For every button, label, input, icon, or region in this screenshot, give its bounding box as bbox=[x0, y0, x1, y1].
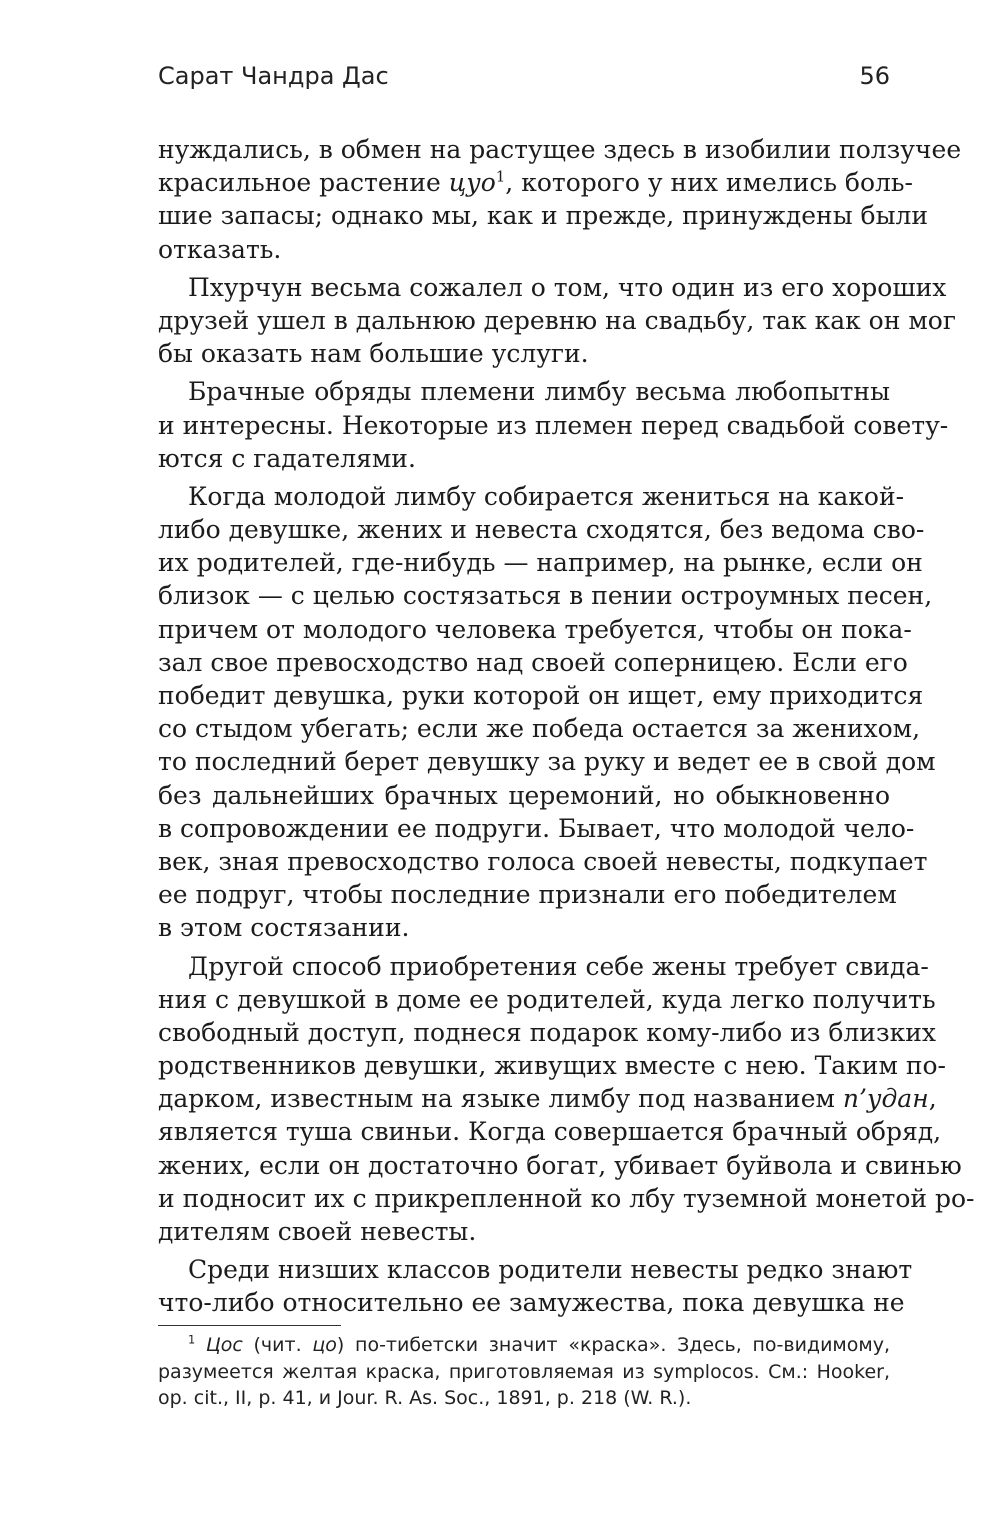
paragraph bbox=[158, 375, 949, 475]
text-line: либо девушке, жених и невеста сходятся, без ведома сво- bbox=[158, 515, 925, 545]
text-line: со стыдом убегать; если же победа остается за женихом, bbox=[158, 714, 921, 744]
text-line: Брачные обряды племени лимбу весьма любопытны bbox=[188, 377, 890, 407]
paragraph bbox=[158, 950, 975, 1249]
text-line: друзей ушел в дальнюю деревню на свадьбу, так как он мог bbox=[158, 305, 956, 335]
text-line: жених, если он достаточно богат, убивает буйвола и свинью bbox=[158, 1150, 962, 1180]
text-line: дарком, известным на языке лимбу под названием п’удан, bbox=[158, 1084, 937, 1114]
text-line: Пхурчун весьма сожалел о том, что один из его хороших bbox=[188, 272, 947, 302]
footnote-marker: 1 bbox=[495, 167, 506, 186]
text-line: бы оказать нам большие услуги. bbox=[158, 339, 589, 369]
text-line: в этом состязании. bbox=[158, 913, 410, 943]
text-line: Среди низших классов родители невесты редко знают bbox=[188, 1255, 913, 1285]
paragraph bbox=[158, 480, 936, 945]
footnote-line: $^1$ Цос (чит. цо) по-тибетски значит «краска». Здесь, по-видимому, bbox=[188, 1332, 890, 1356]
main-text bbox=[158, 133, 975, 1320]
text-line: причем от молодого человека требуется, чтобы он пока- bbox=[158, 614, 912, 644]
page-number: 56 bbox=[859, 62, 890, 90]
text-line: и подносит их с прикрепленной ко лбу туземной монетой ро- bbox=[158, 1183, 975, 1213]
footnote-divider bbox=[158, 1325, 341, 1326]
text-line: то последний берет девушку за руку и ведет ее в свой дом bbox=[158, 747, 936, 777]
text-line: в сопровождении ее подруги. Бывает, что молодой чело- bbox=[158, 813, 915, 843]
paragraph bbox=[158, 133, 962, 266]
footnote-line: разумеется желтая краска, приготовляемая из symplocos. См.: Hooker, bbox=[158, 1360, 890, 1383]
text-line: ее подруг, чтобы последние признали его победителем bbox=[158, 880, 897, 910]
text-line: и интересны. Некоторые из племен перед свадьбой совету- bbox=[158, 410, 949, 440]
text-line: родственников девушки, живущих вместе с нею. Таким по- bbox=[158, 1051, 947, 1081]
paragraph bbox=[158, 271, 956, 371]
text-line: является туша свиньи. Когда совершается брачный обряд, bbox=[158, 1117, 942, 1147]
text-line: нуждались, в обмен на растущее здесь в изобилии ползучее bbox=[158, 135, 962, 164]
text-line: Когда молодой лимбу собирается жениться на какой- bbox=[188, 481, 905, 511]
text-line: ются с гадателями. bbox=[158, 443, 416, 473]
text-line: отказать. bbox=[158, 234, 282, 264]
text-line: свободный доступ, поднеся подарок кому-либо из близких bbox=[158, 1017, 936, 1047]
text-line: близок — с целью состязаться в пении остроумных песен, bbox=[158, 581, 933, 611]
text-line: их родителей, где-нибудь — например, на рынке, если он bbox=[158, 548, 923, 578]
running-title: Сарат Чандра Дас bbox=[158, 62, 389, 90]
paragraph bbox=[158, 1253, 913, 1319]
running-header bbox=[158, 62, 890, 90]
text-line: дителям своей невесты. bbox=[158, 1217, 477, 1246]
footnote-line: op. cit., II, p. 41, и Jour. R. As. Soc., 1891, p. 218 (W. R.). bbox=[158, 1387, 692, 1409]
text-line: победит девушка, руки которой он ищет, ему приходится bbox=[158, 681, 924, 710]
text-line: без дальнейших брачных церемоний, но обыкновенно bbox=[158, 780, 890, 810]
footnote-marker: 1 bbox=[188, 1332, 196, 1347]
text-line: ния с девушкой в доме ее родителей, куда легко получить bbox=[158, 984, 936, 1014]
text-line: шие запасы; однако мы, как и прежде, принуждены были bbox=[158, 201, 929, 231]
text-line: Другой способ приобретения себе жены требует свида- bbox=[188, 951, 929, 981]
text-line: век, зная превосходство голоса своей невесты, подкупает bbox=[158, 846, 928, 876]
text-line: зал свое превосходство над своей соперницею. Если его bbox=[158, 647, 908, 677]
text-line: что-либо относительно ее замужества, пока девушка не bbox=[158, 1288, 905, 1318]
footnote bbox=[158, 1332, 890, 1412]
text-line: красильное растение цуо$^1$, которого у них имелись боль- bbox=[158, 167, 913, 198]
